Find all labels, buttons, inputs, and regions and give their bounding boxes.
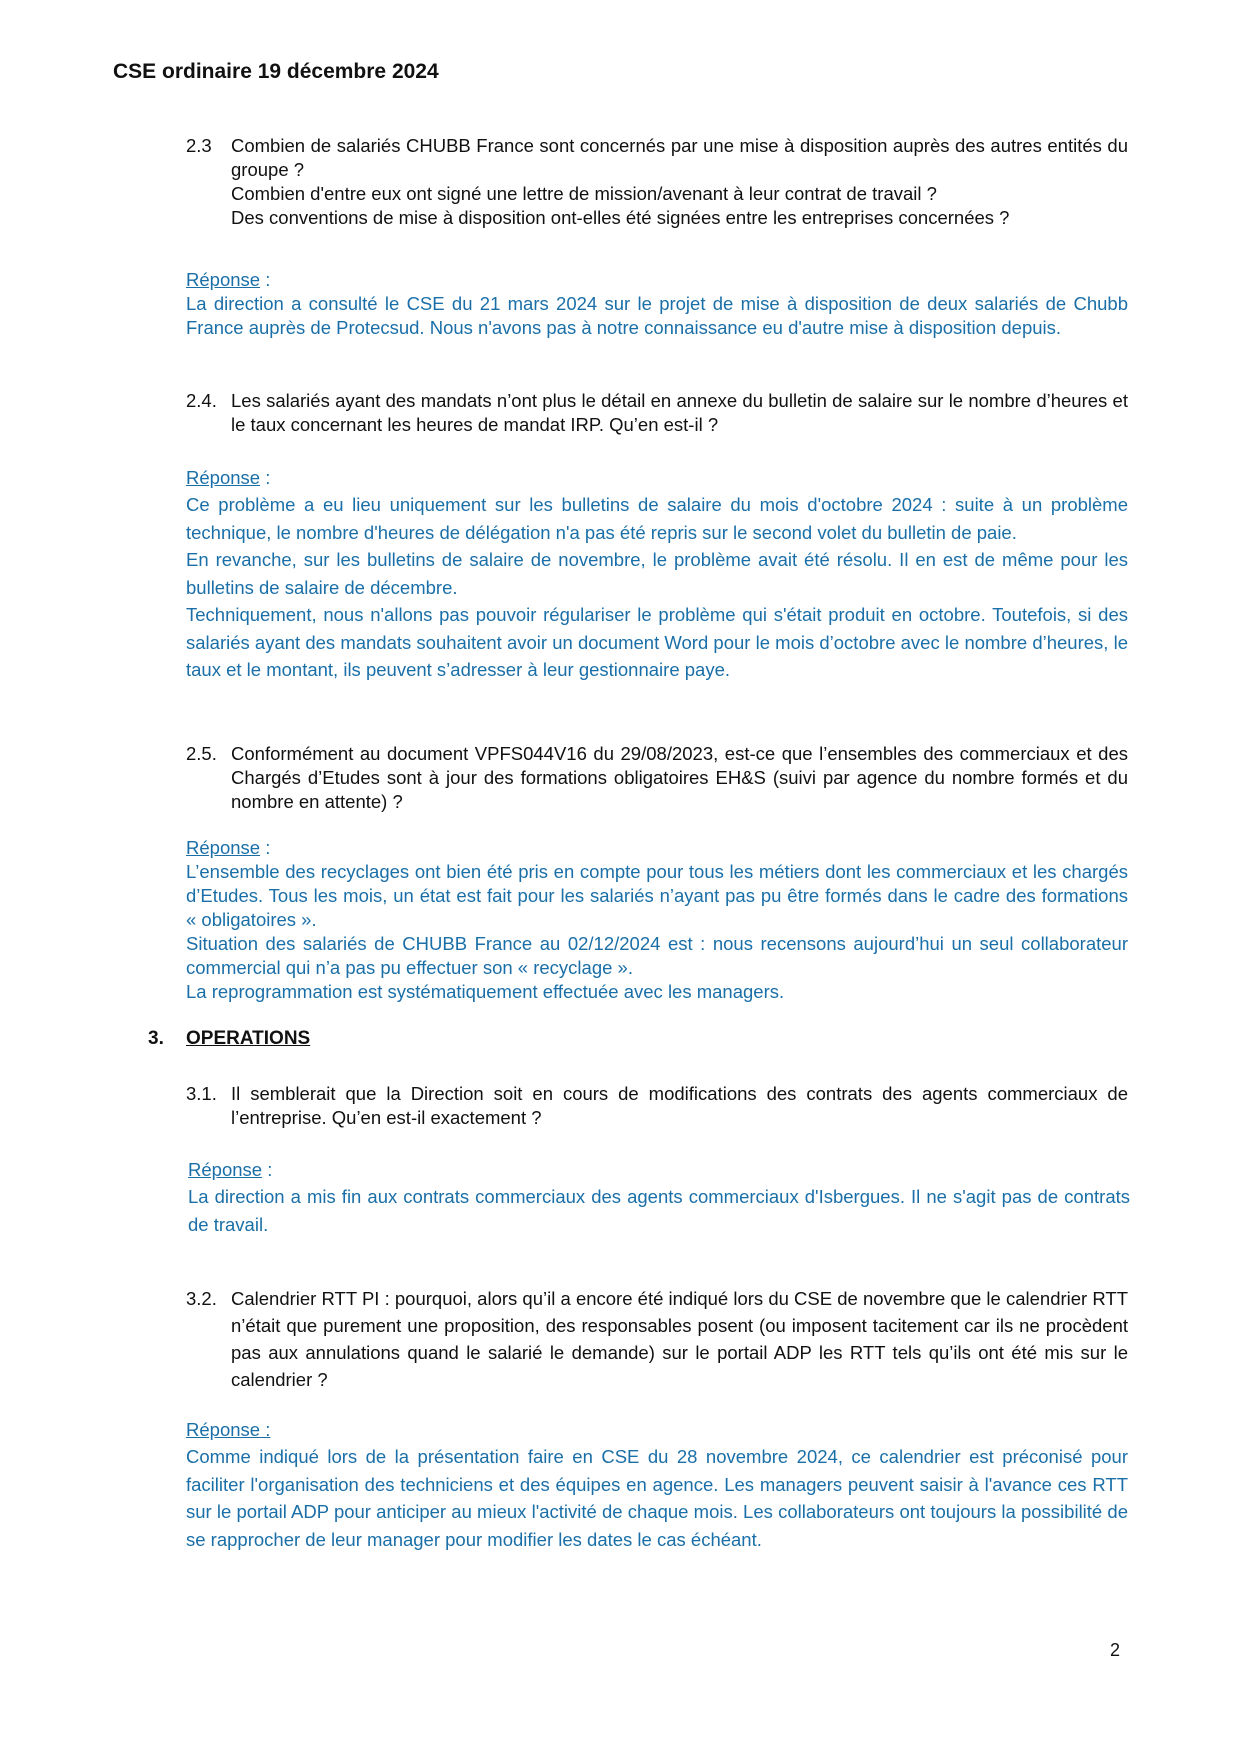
question-text: Les salariés ayant des mandats n’ont plus le détail en annexe du bulletin de salaire sur le nombre d’heures et le taux concernant les heures de mandat IRP. Qu’en est-il ?	[231, 390, 1128, 435]
question-text: Combien d'entre eux ont signé une lettre de mission/avenant à leur contrat de travail ?	[231, 183, 937, 204]
response-3-2	[186, 1416, 1128, 1553]
question-number: 3.1.	[186, 1083, 217, 1104]
question-2-3	[186, 134, 1128, 230]
question-text: Combien de salariés CHUBB France sont concernés par une mise à disposition auprès des autres entités du groupe ?	[231, 135, 1128, 180]
response-text: Techniquement, nous n'allons pas pouvoir régulariser le problème qui s'était produit en octobre. Toutefois, si des salariés ayant des mandats souhaitent avoir un document Word pour le mois d’octobre avec le nombre d’heures, le taux et le montant, ils peuvent s’adresser à leur gestionnaire paye.	[186, 604, 1128, 680]
response-text: Situation des salariés de CHUBB France au 02/12/2024 est : nous recensons aujourd’hui un seul collaborateur commercial qui n’a pas pu effectuer son « recyclage ».	[186, 933, 1128, 978]
question-text: Il semblerait que la Direction soit en cours de modifications des contrats des agents commerciaux de l’entreprise. Qu’en est-il exactement ?	[231, 1083, 1128, 1128]
page-number: 2	[1110, 1640, 1121, 1660]
response-text: La reprogrammation est systématiquement effectuée avec les managers.	[186, 981, 785, 1002]
question-text: Calendrier RTT PI : pourquoi, alors qu’il a encore été indiqué lors du CSE de novembre que le calendrier RTT n’était que purement une proposition, des responsables posent (ou imposent tacitement car ils ne procèdent pas aux annulations quand le salarié le demande) sur le portail ADP les RTT tels qu’ils ont été mis sur le calendrier ?	[231, 1288, 1128, 1390]
section-title: OPERATIONS	[186, 1028, 311, 1049]
response-label: Réponse :	[186, 1419, 271, 1440]
question-text: Conformément au document VPFS044V16 du 29/08/2023, est-ce que l’ensembles des commerciaux et des Chargés d’Etudes sont à jour des formations obligatoires EH&S (suivi par agence du nombre formés et du nombre en attente) ?	[231, 743, 1128, 812]
question-3-1	[186, 1082, 1128, 1130]
response-text: En revanche, sur les bulletins de salaire de novembre, le problème avait été résolu. Il en est de même pour les bulletins de salaire de décembre.	[186, 549, 1128, 598]
question-number: 2.5.	[186, 743, 217, 764]
response-label: Réponse	[186, 837, 261, 858]
response-2-4: Réponse : Ce problème a eu lieu uniquement sur les bulletins de salaire du mois d'octobre 2024 : suite à un problème technique, le nombre d'heures de délégation n'a pas été repris sur le second volet du bulletin de paie. En revanche, sur les bulletins de salaire de novembre, le problème avait été résolu. Il en est de même pour les bulletins de salaire de décembre. Techniquement, nous n'allons pas pouvoir régulariser le problème qui s'était produit en octobre. Toutefois, si des salariés ayant des mandats souhaitent avoir un document Word pour le mois d’octobre avec le nombre d’heures, le taux et le montant, ils peuvent s’adresser à leur gestionnaire paye.	[186, 464, 1128, 684]
question-2-4	[186, 389, 1128, 437]
section-heading	[148, 1028, 310, 1050]
response-3-1: Réponse : La direction a mis fin aux contrats commerciaux des agents commerciaux d'Isbergues. Il ne s'agit pas de contrats de travail.	[188, 1156, 1130, 1238]
response-label: Réponse	[188, 1159, 263, 1180]
response-label: Réponse	[186, 269, 261, 290]
response-2-5: Réponse : L’ensemble des recyclages ont bien été pris en compte pour tous les métiers dont les commerciaux et les chargés d’Etudes. Tous les mois, un état est fait pour les salariés n’ayant pas pu être formés dans le cadre des formations « obligatoires ». Situation des salariés de CHUBB France au 02/12/2024 est : nous recensons aujourd’hui un seul collaborateur commercial qui n’a pas pu effectuer son « recyclage ». La reprogrammation est systématiquement effectuée avec les managers.	[186, 837, 1128, 1002]
question-number: 2.3	[186, 135, 212, 156]
question-3-2	[186, 1285, 1128, 1393]
response-text: La direction a consulté le CSE du 21 mars 2024 sur le projet de mise à disposition de deux salariés de Chubb France auprès de Protecsud. Nous n'avons pas à notre connaissance eu d'autre mise à disposition depuis.	[186, 293, 1128, 338]
question-number: 3.2.	[186, 1288, 217, 1309]
response-text: L’ensemble des recyclages ont bien été pris en compte pour tous les métiers dont les commerciaux et les chargés d’Etudes. Tous les mois, un état est fait pour les salariés n’ayant pas pu être formés dans le cadre des formations « obligatoires ».	[186, 861, 1128, 930]
question-number: 2.4.	[186, 390, 217, 411]
question-2-5	[186, 742, 1128, 814]
response-text: Ce problème a eu lieu uniquement sur les bulletins de salaire du mois d'octobre 2024 : suite à un problème technique, le nombre d'heures de délégation n'a pas été repris sur le second volet du bulletin de paie.	[186, 494, 1128, 543]
document-header-title: CSE ordinaire 19 décembre 2024	[113, 60, 439, 83]
response-text: Comme indiqué lors de la présentation faire en CSE du 28 novembre 2024, ce calendrier est préconisé pour faciliter l'organisation des techniciens et des équipes en agence. Les managers peuvent saisir à l'avance ces RTT sur le portail ADP pour anticiper au mieux l'activité de chaque mois. Les collaborateurs ont toujours la possibilité de se rapprocher de leur manager pour modifier les dates le cas échéant.	[186, 1446, 1128, 1550]
response-label: Réponse	[186, 467, 261, 488]
response-text: La direction a mis fin aux contrats commerciaux des agents commerciaux d'Isbergues. Il ne s'agit pas de contrats de travail.	[188, 1186, 1130, 1235]
section-number: 3.	[148, 1028, 164, 1049]
question-text: Des conventions de mise à disposition ont-elles été signées entre les entreprises concernées ?	[231, 207, 1010, 228]
response-2-3: Réponse : La direction a consulté le CSE du 21 mars 2024 sur le projet de mise à disposition de deux salariés de Chubb France auprès de Protecsud. Nous n'avons pas à notre connaissance eu d'autre mise à disposition depuis.	[186, 269, 1128, 338]
